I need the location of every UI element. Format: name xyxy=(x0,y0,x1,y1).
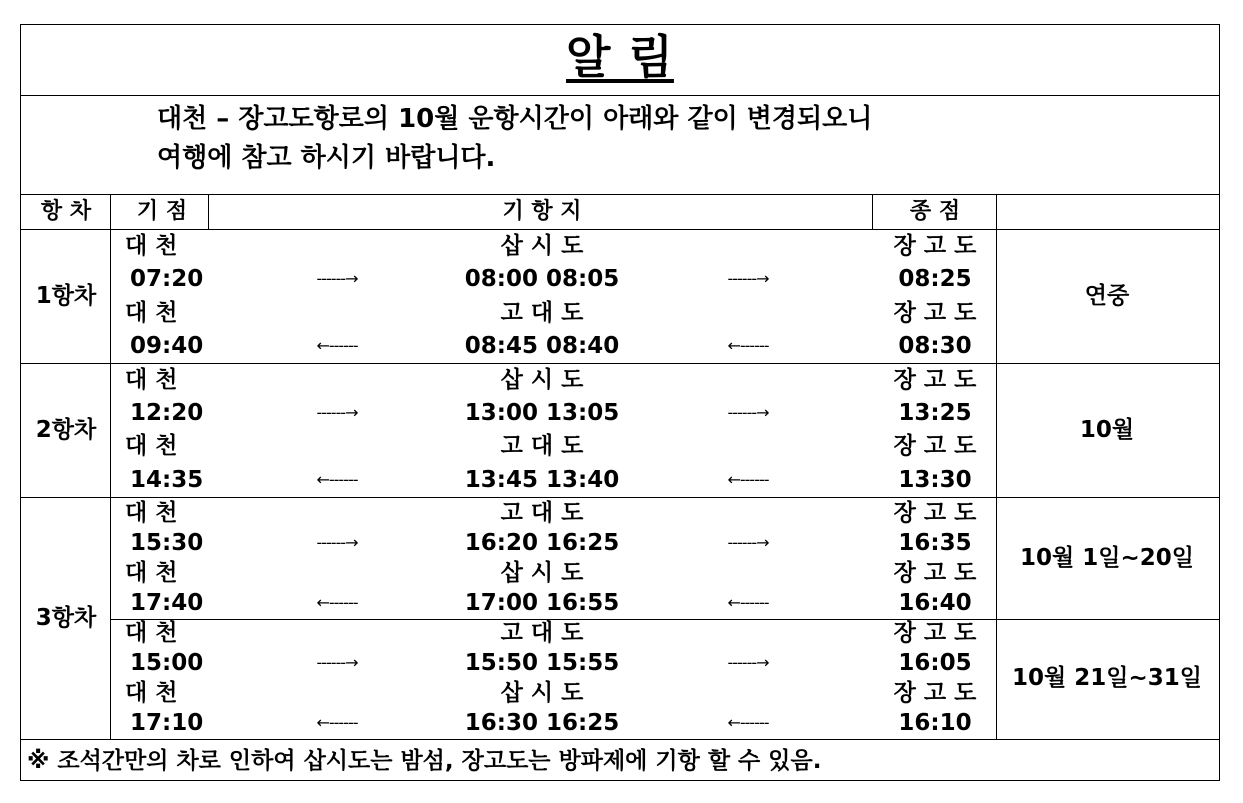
arrow-right-icon: ------→ xyxy=(316,533,358,552)
port-name: 삽 시 도 xyxy=(500,560,584,586)
arrow-right-icon: ------→ xyxy=(316,269,358,288)
column-line xyxy=(208,194,209,230)
port-name: 삽 시 도 xyxy=(500,233,584,259)
origin-name: 대 천 xyxy=(125,680,178,706)
port-name: 고 대 도 xyxy=(500,620,584,646)
divider xyxy=(110,619,1219,620)
origin-name: 대 천 xyxy=(125,560,178,586)
terminus-time: 16:05 xyxy=(898,650,972,676)
origin-name: 대 천 xyxy=(125,500,178,526)
note-oct-1-20: 10월 1일~20일 xyxy=(1020,545,1194,571)
arrow-right-icon: ------→ xyxy=(316,403,358,422)
terminus-name: 장 고 도 xyxy=(893,620,977,646)
divider xyxy=(21,229,1219,230)
intro-line-2: 여행에 참고 하시기 바랍니다. xyxy=(157,143,496,173)
divider xyxy=(21,194,1219,195)
trip-label-3: 3항차 xyxy=(35,605,97,631)
origin-time: 17:40 xyxy=(130,590,204,616)
port-times: 16:20 16:25 xyxy=(464,530,620,556)
footer-note: ※ 조석간만의 차로 인하여 삽시도는 밤섬, 장고도는 방파제에 기항 할 수 있음. xyxy=(27,748,822,774)
notice-title: 알 림 xyxy=(566,30,674,84)
origin-time: 15:30 xyxy=(130,530,204,556)
terminus-time: 08:25 xyxy=(898,266,972,292)
terminus-name: 장 고 도 xyxy=(893,233,977,259)
header-trip: 항 차 xyxy=(40,199,92,224)
terminus-time: 08:30 xyxy=(898,333,972,359)
trip-label-1: 1항차 xyxy=(35,283,97,309)
port-times: 15:50 15:55 xyxy=(464,650,620,676)
terminus-name: 장 고 도 xyxy=(893,300,977,326)
terminus-time: 16:40 xyxy=(898,590,972,616)
trip-label-2: 2항차 xyxy=(35,417,97,443)
port-times: 13:45 13:40 xyxy=(464,467,620,493)
note-oct-21-31: 10월 21일~31일 xyxy=(1012,665,1202,691)
column-line xyxy=(872,194,873,230)
origin-name: 대 천 xyxy=(125,233,178,259)
origin-time: 17:10 xyxy=(130,710,204,736)
terminus-name: 장 고 도 xyxy=(893,367,977,393)
intro-line-1: 대천 – 장고도항로의 10월 운항시간이 아래와 같이 변경되오니 xyxy=(157,104,873,134)
arrow-left-icon: ←------ xyxy=(727,470,769,489)
arrow-left-icon: ←------ xyxy=(316,593,358,612)
note-year-round: 연중 xyxy=(1084,283,1130,309)
arrow-right-icon: ------→ xyxy=(727,269,769,288)
column-line xyxy=(110,194,111,739)
terminus-time: 13:25 xyxy=(898,400,972,426)
port-times: 08:00 08:05 xyxy=(464,266,620,292)
arrow-left-icon: ←------ xyxy=(316,336,358,355)
header-ports: 기 항 지 xyxy=(502,199,582,224)
arrow-left-icon: ←------ xyxy=(727,336,769,355)
notice-board xyxy=(20,24,1220,781)
origin-name: 대 천 xyxy=(125,620,178,646)
port-times: 17:00 16:55 xyxy=(464,590,620,616)
divider xyxy=(21,363,1219,364)
port-name: 고 대 도 xyxy=(500,433,584,459)
origin-time: 09:40 xyxy=(130,333,204,359)
terminus-time: 16:10 xyxy=(898,710,972,736)
terminus-time: 13:30 xyxy=(898,467,972,493)
divider xyxy=(21,739,1219,740)
header-terminus: 종 점 xyxy=(909,199,961,224)
port-name: 고 대 도 xyxy=(500,300,584,326)
arrow-left-icon: ←------ xyxy=(316,470,358,489)
port-times: 13:00 13:05 xyxy=(464,400,620,426)
header-origin: 기 점 xyxy=(136,199,188,224)
port-name: 고 대 도 xyxy=(500,500,584,526)
origin-name: 대 천 xyxy=(125,367,178,393)
arrow-right-icon: ------→ xyxy=(727,403,769,422)
arrow-left-icon: ←------ xyxy=(727,713,769,732)
port-times: 08:45 08:40 xyxy=(464,333,620,359)
terminus-time: 16:35 xyxy=(898,530,972,556)
origin-time: 07:20 xyxy=(130,266,204,292)
origin-time: 14:35 xyxy=(130,467,204,493)
divider xyxy=(21,497,1219,498)
terminus-name: 장 고 도 xyxy=(893,433,977,459)
arrow-left-icon: ←------ xyxy=(316,713,358,732)
arrow-right-icon: ------→ xyxy=(727,653,769,672)
origin-name: 대 천 xyxy=(125,300,178,326)
note-october: 10월 xyxy=(1079,417,1135,443)
terminus-name: 장 고 도 xyxy=(893,500,977,526)
arrow-right-icon: ------→ xyxy=(727,533,769,552)
origin-name: 대 천 xyxy=(125,433,178,459)
arrow-left-icon: ←------ xyxy=(727,593,769,612)
column-line xyxy=(996,194,997,739)
port-name: 삽 시 도 xyxy=(500,367,584,393)
terminus-name: 장 고 도 xyxy=(893,680,977,706)
arrow-right-icon: ------→ xyxy=(316,653,358,672)
port-times: 16:30 16:25 xyxy=(464,710,620,736)
terminus-name: 장 고 도 xyxy=(893,560,977,586)
divider xyxy=(21,95,1219,96)
origin-time: 15:00 xyxy=(130,650,204,676)
port-name: 삽 시 도 xyxy=(500,680,584,706)
origin-time: 12:20 xyxy=(130,400,204,426)
